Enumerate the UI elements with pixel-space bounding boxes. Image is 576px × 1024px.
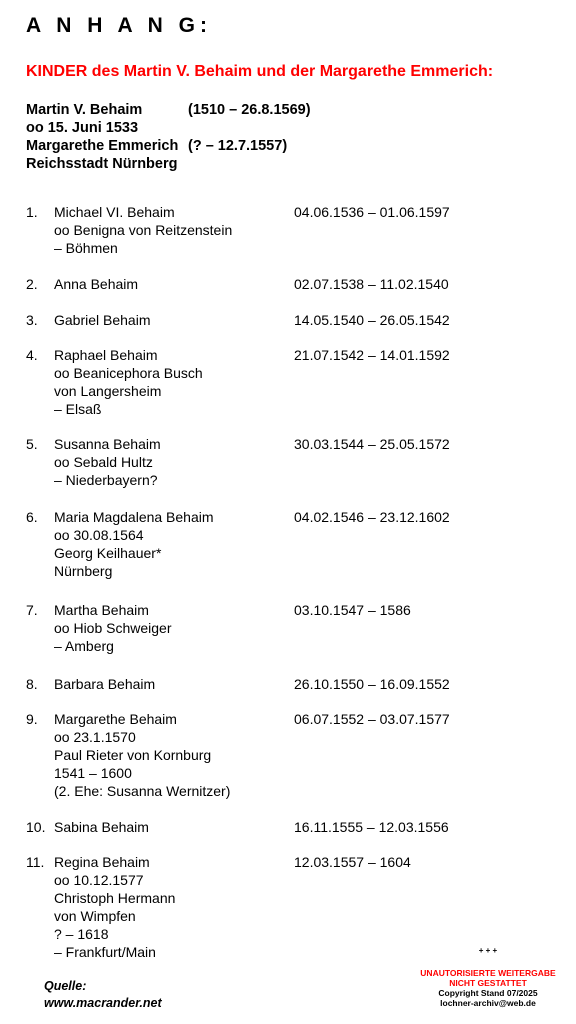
child-dates: 03.10.1547 – 1586: [294, 602, 411, 618]
child-name: Barbara Behaim: [54, 676, 156, 692]
child-details: [54, 601, 294, 655]
child-detail-line: oo Beanicephora Busch: [54, 365, 203, 381]
child-detail-line: oo Sebald Hultz: [54, 454, 153, 470]
child-name: Margarethe Behaim: [54, 711, 177, 727]
child-entry: [26, 710, 546, 800]
child-entry: [26, 346, 546, 418]
child-detail-line: – Frankfurt/Main: [54, 944, 156, 960]
child-number: 7.: [26, 602, 38, 618]
child-detail-line: Nürnberg: [54, 563, 113, 579]
child-details: [54, 203, 294, 257]
child-detail-line: oo 23.1.1570: [54, 729, 136, 745]
copyright-stamp: [406, 946, 570, 1008]
child-detail-line: – Böhmen: [54, 240, 118, 256]
child-details: [54, 275, 294, 293]
child-detail-line: 1541 – 1600: [54, 765, 132, 781]
source-url: www.macrander.net: [44, 996, 162, 1010]
parents-block: [26, 101, 311, 173]
copyright-line: Copyright Stand 07/2025: [438, 988, 538, 998]
child-entry: [26, 508, 546, 580]
child-entry: [26, 435, 546, 489]
child-details: [54, 311, 294, 329]
email-line: lochner-archiv@web.de: [440, 998, 536, 1008]
child-dates: 30.03.1544 – 25.05.1572: [294, 436, 450, 452]
child-number: 2.: [26, 276, 38, 292]
child-detail-line: oo 10.12.1577: [54, 872, 144, 888]
child-detail-line: – Elsaß: [54, 401, 102, 417]
child-name: Anna Behaim: [54, 276, 139, 292]
child-detail-line: (2. Ehe: Susanna Wernitzer): [54, 783, 231, 799]
child-dates: 04.02.1546 – 23.12.1602: [294, 509, 450, 525]
child-entry: [26, 601, 546, 655]
child-number: 11.: [26, 854, 45, 870]
parent-row: [26, 101, 311, 119]
source-label: Quelle:: [44, 979, 87, 993]
child-entry: [26, 203, 546, 257]
child-detail-line: oo Hiob Schweiger: [54, 620, 172, 636]
child-name: Michael VI. Behaim: [54, 204, 175, 220]
source-note: [44, 978, 162, 1012]
child-entry: [26, 311, 546, 329]
child-number: 6.: [26, 509, 38, 525]
child-detail-line: – Amberg: [54, 638, 114, 654]
child-name: Susanna Behaim: [54, 436, 161, 452]
child-details: [54, 710, 294, 800]
child-dates: 14.05.1540 – 26.05.1542: [294, 312, 450, 328]
child-number: 1.: [26, 204, 38, 220]
child-detail-line: von Wimpfen: [54, 908, 136, 924]
child-dates: 04.06.1536 – 01.06.1597: [294, 204, 450, 220]
child-number: 3.: [26, 312, 38, 328]
child-name: Regina Behaim: [54, 854, 150, 870]
marriage-row: [26, 119, 311, 137]
child-detail-line: Christoph Hermann: [54, 890, 176, 906]
child-detail-line: oo Benigna von Reitzenstein: [54, 222, 233, 238]
child-number: 10.: [26, 819, 46, 835]
page-title: A N H A N G:: [26, 14, 212, 37]
child-dates: 02.07.1538 – 11.02.1540: [294, 276, 449, 292]
parent-name: Margarethe Emmerich: [26, 138, 179, 154]
child-dates: 16.11.1555 – 12.03.1556: [294, 819, 449, 835]
child-detail-line: – Niederbayern?: [54, 472, 158, 488]
parent-dates: (? – 12.7.1557): [188, 138, 288, 154]
parent-dates: (1510 – 26.8.1569): [188, 102, 311, 118]
child-dates: 06.07.1552 – 03.07.1577: [294, 711, 450, 727]
child-entry: [26, 818, 546, 836]
child-detail-line: Paul Rieter von Kornburg: [54, 747, 212, 763]
child-name: Raphael Behaim: [54, 347, 158, 363]
child-detail-line: ? – 1618: [54, 926, 109, 942]
child-dates: 12.03.1557 – 1604: [294, 854, 411, 870]
child-details: [54, 435, 294, 489]
child-details: [54, 853, 294, 961]
child-detail-line: oo 30.08.1564: [54, 527, 144, 543]
child-name: Gabriel Behaim: [54, 312, 151, 328]
warning-line: NICHT GESTATTET: [449, 978, 527, 988]
child-number: 9.: [26, 711, 38, 727]
child-entry: [26, 275, 546, 293]
child-entry: [26, 675, 546, 693]
child-dates: 26.10.1550 – 16.09.1552: [294, 676, 450, 692]
marriage-date: oo 15. Juni 1533: [26, 120, 139, 136]
child-name: Maria Magdalena Behaim: [54, 509, 214, 525]
child-entry: [26, 853, 546, 961]
stamp-marks: + + +: [478, 946, 498, 955]
child-details: [54, 346, 294, 418]
parent-name: Martin V. Behaim: [26, 102, 143, 118]
parent-row: [26, 137, 311, 155]
child-number: 5.: [26, 436, 38, 452]
place-name: Reichsstadt Nürnberg: [26, 156, 178, 172]
child-details: [54, 818, 294, 836]
child-name: Martha Behaim: [54, 602, 149, 618]
child-name: Sabina Behaim: [54, 819, 149, 835]
warning-line: UNAUTORISIERTE WEITERGABE: [420, 968, 556, 978]
child-details: [54, 675, 294, 693]
child-detail-line: von Langersheim: [54, 383, 162, 399]
child-details: [54, 508, 294, 580]
child-number: 8.: [26, 676, 38, 692]
section-heading: KINDER des Martin V. Behaim und der Margarethe Emmerich:: [26, 63, 494, 80]
place-row: [26, 155, 311, 173]
child-dates: 21.07.1542 – 14.01.1592: [294, 347, 450, 363]
child-number: 4.: [26, 347, 38, 363]
child-detail-line: Georg Keilhauer*: [54, 545, 162, 561]
